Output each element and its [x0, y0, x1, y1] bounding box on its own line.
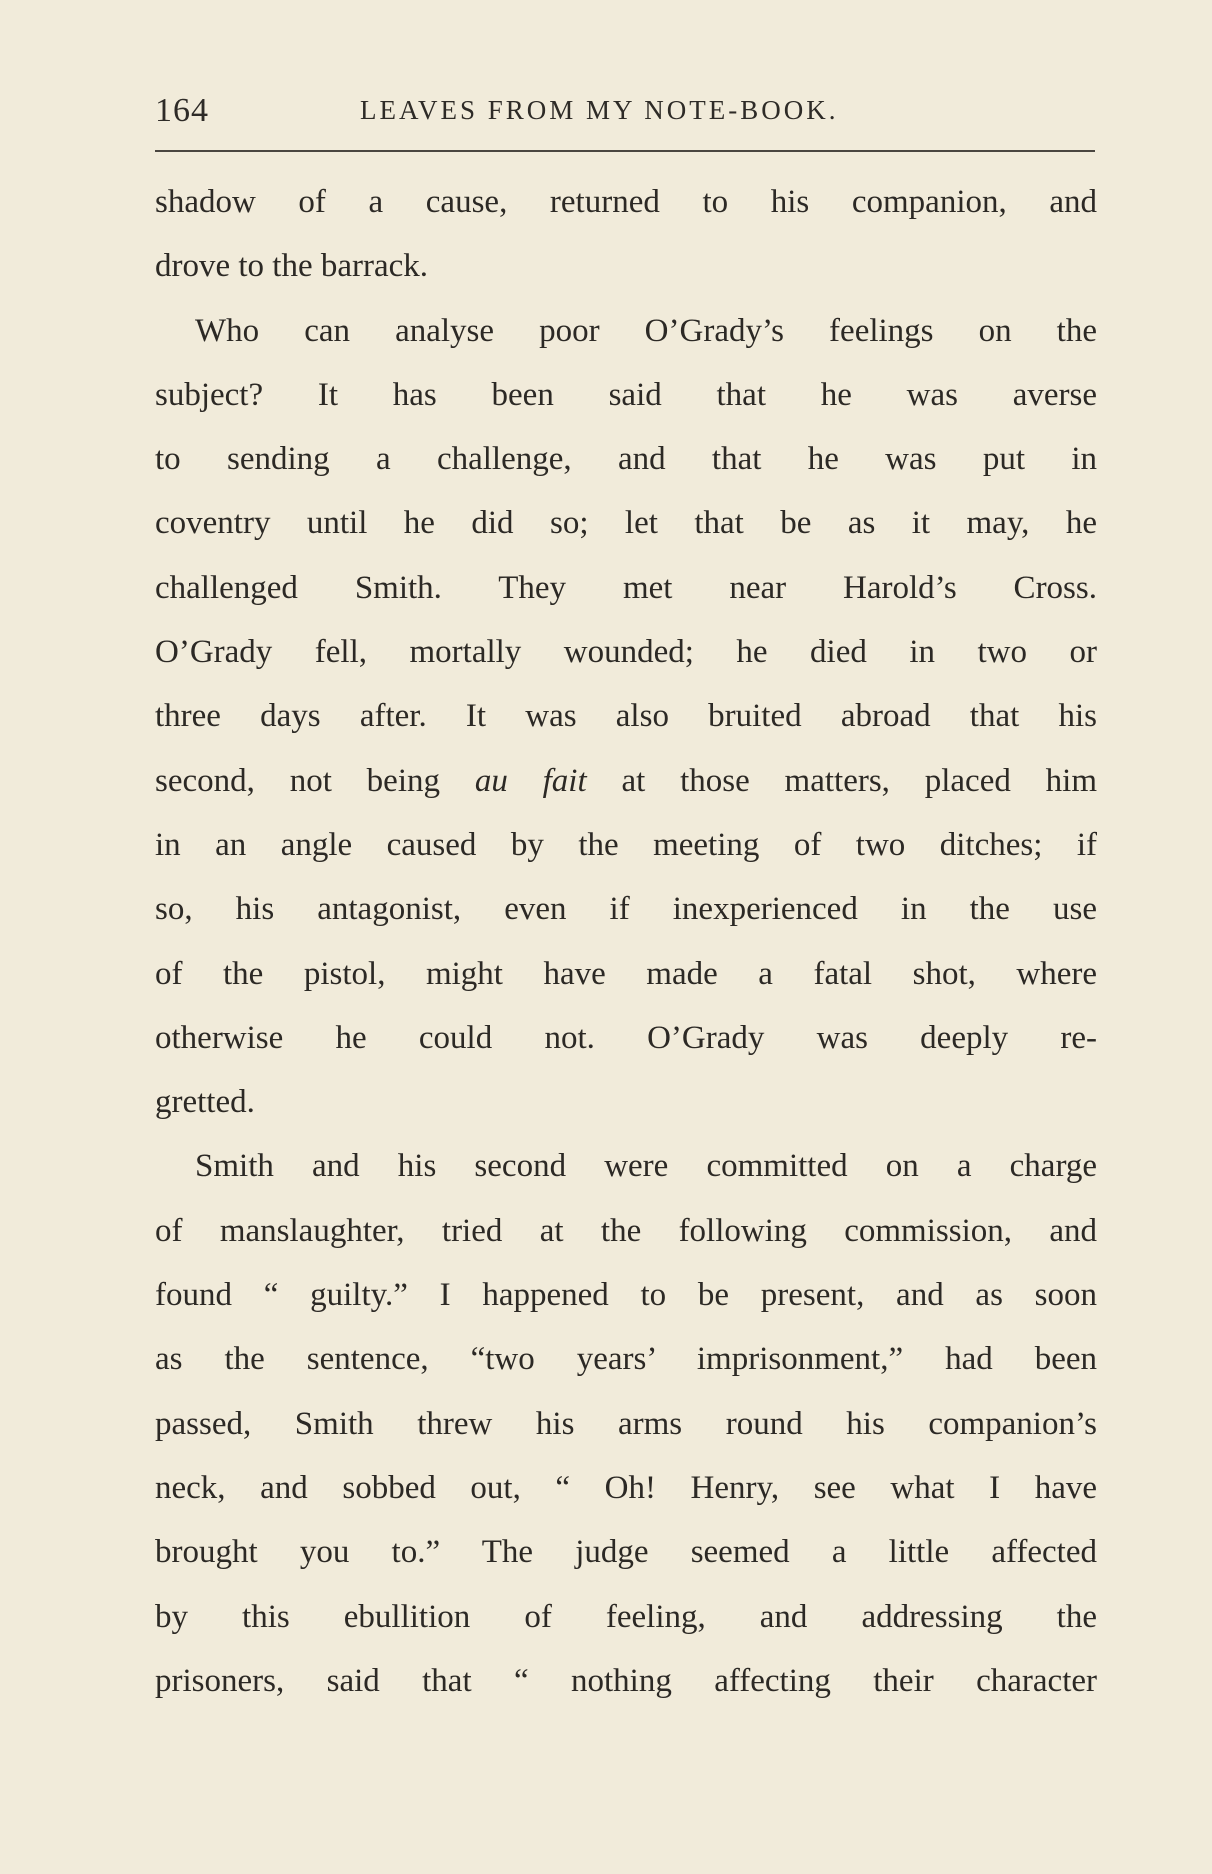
text-line: subject? It has been said that he was averse [155, 376, 1097, 413]
header-rule [155, 150, 1095, 152]
text-line: three days after. It was also bruited abroad that his [155, 698, 1097, 735]
text-line: neck, and sobbed out, “ Oh! Henry, see what I have [155, 1469, 1097, 1506]
text-line: drove to the barrack. [155, 248, 429, 285]
text-line [155, 749, 1097, 813]
text-line: shadow of a cause, returned to his companion, and [155, 184, 1097, 220]
text-line: as the sentence, “two years’ imprisonment,” had been [155, 1341, 1097, 1378]
text-line: of manslaughter, tried at the following commission, and [155, 1212, 1097, 1249]
text-line: gretted. [155, 1084, 255, 1121]
text-line: in an angle caused by the meeting of two ditches; if [155, 826, 1097, 863]
text-line: found “ guilty.” I happened to be present, and as soon [155, 1277, 1097, 1314]
text-line: to sending a challenge, and that he was put in [155, 441, 1097, 478]
page-number: 164 [155, 92, 209, 129]
running-title: LEAVES FROM MY NOTE-BOOK. [360, 95, 839, 125]
text-line: passed, Smith threw his arms round his companion’s [155, 1405, 1097, 1442]
text-line: coventry until he did so; let that be as it may, he [155, 505, 1097, 542]
text-line: so, his antagonist, even if inexperienced in the use [155, 891, 1097, 928]
italic-phrase: au fait [474, 762, 587, 799]
text-line: by this ebullition of feeling, and addressing the [155, 1598, 1097, 1635]
text-segment: second, not being [155, 762, 475, 799]
running-head [155, 92, 1095, 138]
text-line: Smith and his second were committed on a charge [195, 1148, 1097, 1185]
text-segment: at those matters, placed him [586, 762, 1097, 799]
text-line: otherwise he could not. O’Grady was deeply re- [155, 1019, 1097, 1056]
body-text [155, 170, 1097, 1713]
text-line: of the pistol, might have made a fatal shot, where [155, 955, 1097, 992]
text-line: prisoners, said that “ nothing affecting their character [155, 1662, 1097, 1699]
text-line: Who can analyse poor O’Grady’s feelings on the [195, 312, 1097, 349]
text-line: challenged Smith. They met near Harold’s Cross. [155, 569, 1097, 606]
text-line: O’Grady fell, mortally wounded; he died in two or [155, 634, 1097, 671]
text-line: brought you to.” The judge seemed a little affected [155, 1534, 1097, 1571]
